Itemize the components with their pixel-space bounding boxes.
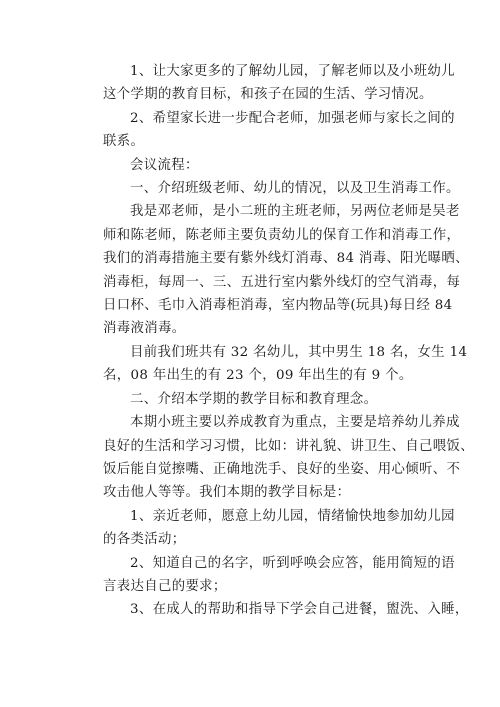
text-line: 我是邓老师，是小二班的主班老师，另两位老师是吴老	[130, 204, 460, 220]
paragraph	[76, 60, 455, 107]
text-line: 联系。	[103, 134, 145, 150]
text-line: 攻击他人等等。我们本期的教学目标是：	[103, 485, 351, 501]
text-line: 这个学期的教育目标，和孩子在园的生活、学习情况。	[103, 87, 433, 103]
text-line: 消毒液消毒。	[103, 321, 186, 337]
paragraph	[76, 598, 469, 621]
paragraph	[76, 411, 474, 505]
text-line: 日口杯、毛巾入消毒柜消毒，室内物品等(玩具)每日经 84	[103, 298, 453, 314]
text-line: 二、介绍本学期的教学目标和教育理念。	[130, 391, 378, 407]
text-line: 3、在成人的帮助和指导下学会自己进餐，盥洗、入睡，	[130, 602, 469, 618]
text-line: 的各类活动；	[103, 532, 186, 548]
text-line: 2、知道自己的名字，听到呼唤会应答，能用简短的语	[130, 555, 455, 571]
text-line: 我们的消毒措施主要有紫外线灯消毒、84 消毒、阳光曝晒、	[103, 251, 469, 267]
text-line: 会议流程：	[130, 157, 199, 173]
paragraph	[76, 552, 455, 599]
text-line: 良好的生活和学习习惯，比如：讲礼貌、讲卫生、自己喂饭、	[103, 438, 474, 454]
text-line: 师和陈老师，陈老师主要负责幼儿的保育工作和消毒工作，	[103, 227, 461, 243]
paragraph	[76, 177, 460, 200]
paragraph	[76, 200, 469, 340]
paragraph	[76, 388, 430, 411]
text-line: 2、希望家长进一步配合老师，加强老师与家长之间的	[130, 110, 455, 126]
paragraph	[76, 107, 455, 154]
text-line: 饭后能自觉擦嘴、正确地洗手、良好的坐姿、用心倾听、不	[103, 461, 461, 477]
text-line: 言表达自己的要求；	[103, 578, 227, 594]
paragraph	[76, 341, 468, 388]
paragraph	[76, 154, 430, 177]
text-line: 1、让大家更多的了解幼儿园，了解老师以及小班幼儿	[130, 64, 455, 79]
text-line: 本期小班主要以养成教育为重点，主要是培养幼儿养成	[130, 415, 460, 431]
text-line: 目前我们班共有 32 名幼儿，其中男生 18 名，女生 14	[130, 344, 468, 360]
text-line: 名，08 年出生的有 23 个，09 年出生的有 9 个。	[103, 368, 413, 384]
text-line: 消毒柜，每周一、三、五进行室内紫外线灯的空气消毒，每	[103, 274, 461, 290]
text-line: 1、亲近老师，愿意上幼儿园，情绪愉快地参加幼儿园	[130, 508, 455, 524]
paragraph	[76, 505, 455, 552]
text-line: 一、介绍班级老师、幼儿的情况，以及卫生消毒工作。	[130, 181, 460, 197]
document-body	[76, 60, 474, 622]
